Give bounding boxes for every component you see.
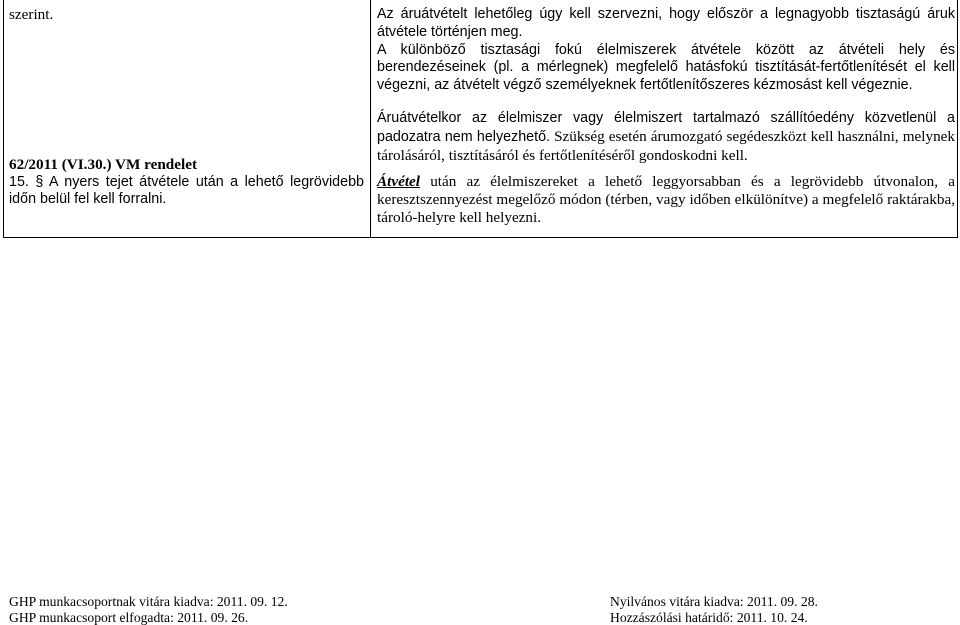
regulation-title: 62/2011 (VI.30.) VM rendelet xyxy=(9,155,197,173)
document-table xyxy=(3,0,958,238)
column-divider xyxy=(370,0,371,237)
keyword-atvetel: Átvétel xyxy=(377,173,421,191)
paragraph-cleaning: A különböző tisztasági fokú élelmiszerek átvétele között az átvételi hely és berendezéseinek (pl. a mérlegnek) megfelelő hatásfokú tisztítását-fertőtlenítését el kell végezni, az átvételt végző személyeknek fertőtlenítőszeres kézmosást kell végeznie. xyxy=(377,41,955,94)
right-cell xyxy=(377,6,955,227)
paragraph-receipt-order: Az áruátvételt lehetőleg úgy kell szervezni, hogy először a legnagyobb tisztaságú áruk átvétele történjen meg. xyxy=(377,6,955,40)
paragraph-floor-placement: Áruátvételkor az élelmiszer vagy élelmiszert tartalmazó szállítóedény közvetlenül a padozatra nem helyezhető. Szükség esetén árumozgató segédeszközt kell használni, melynek tárolásáról, tisztításáról és fertőtlenítéséről gondoskodni kell. xyxy=(377,109,955,164)
footer-right xyxy=(610,594,818,625)
footer-left xyxy=(9,594,288,625)
left-cell xyxy=(9,6,364,209)
regulation-paragraph: 15. § A nyers tejet átvétele után a lehető legrövidebb időn belül fel kell forralni. xyxy=(9,173,364,208)
footer-deadline: Hozzászólási határidő: 2011. 10. 24. xyxy=(610,609,808,625)
footer-accepted-date: GHP munkacsoport elfogadta: 2011. 09. 26. xyxy=(9,609,249,625)
paragraph-storage: Átvétel után az élelmiszereket a lehető leggyorsabban és a legrövidebb útvonalon, a keresztszennyezést megelőző módon (térben, vagy időben elkülönítve) a megfelelő raktárakba, tároló-helyre kell helyezni. xyxy=(377,173,955,226)
footer-public-date: Nyilvános vitára kiadva: 2011. 09. 28. xyxy=(610,594,818,609)
continuation-text: szerint. xyxy=(9,6,54,23)
footer-discussion-date: GHP munkacsoportnak vitára kiadva: 2011. 09. 12. xyxy=(9,594,288,609)
